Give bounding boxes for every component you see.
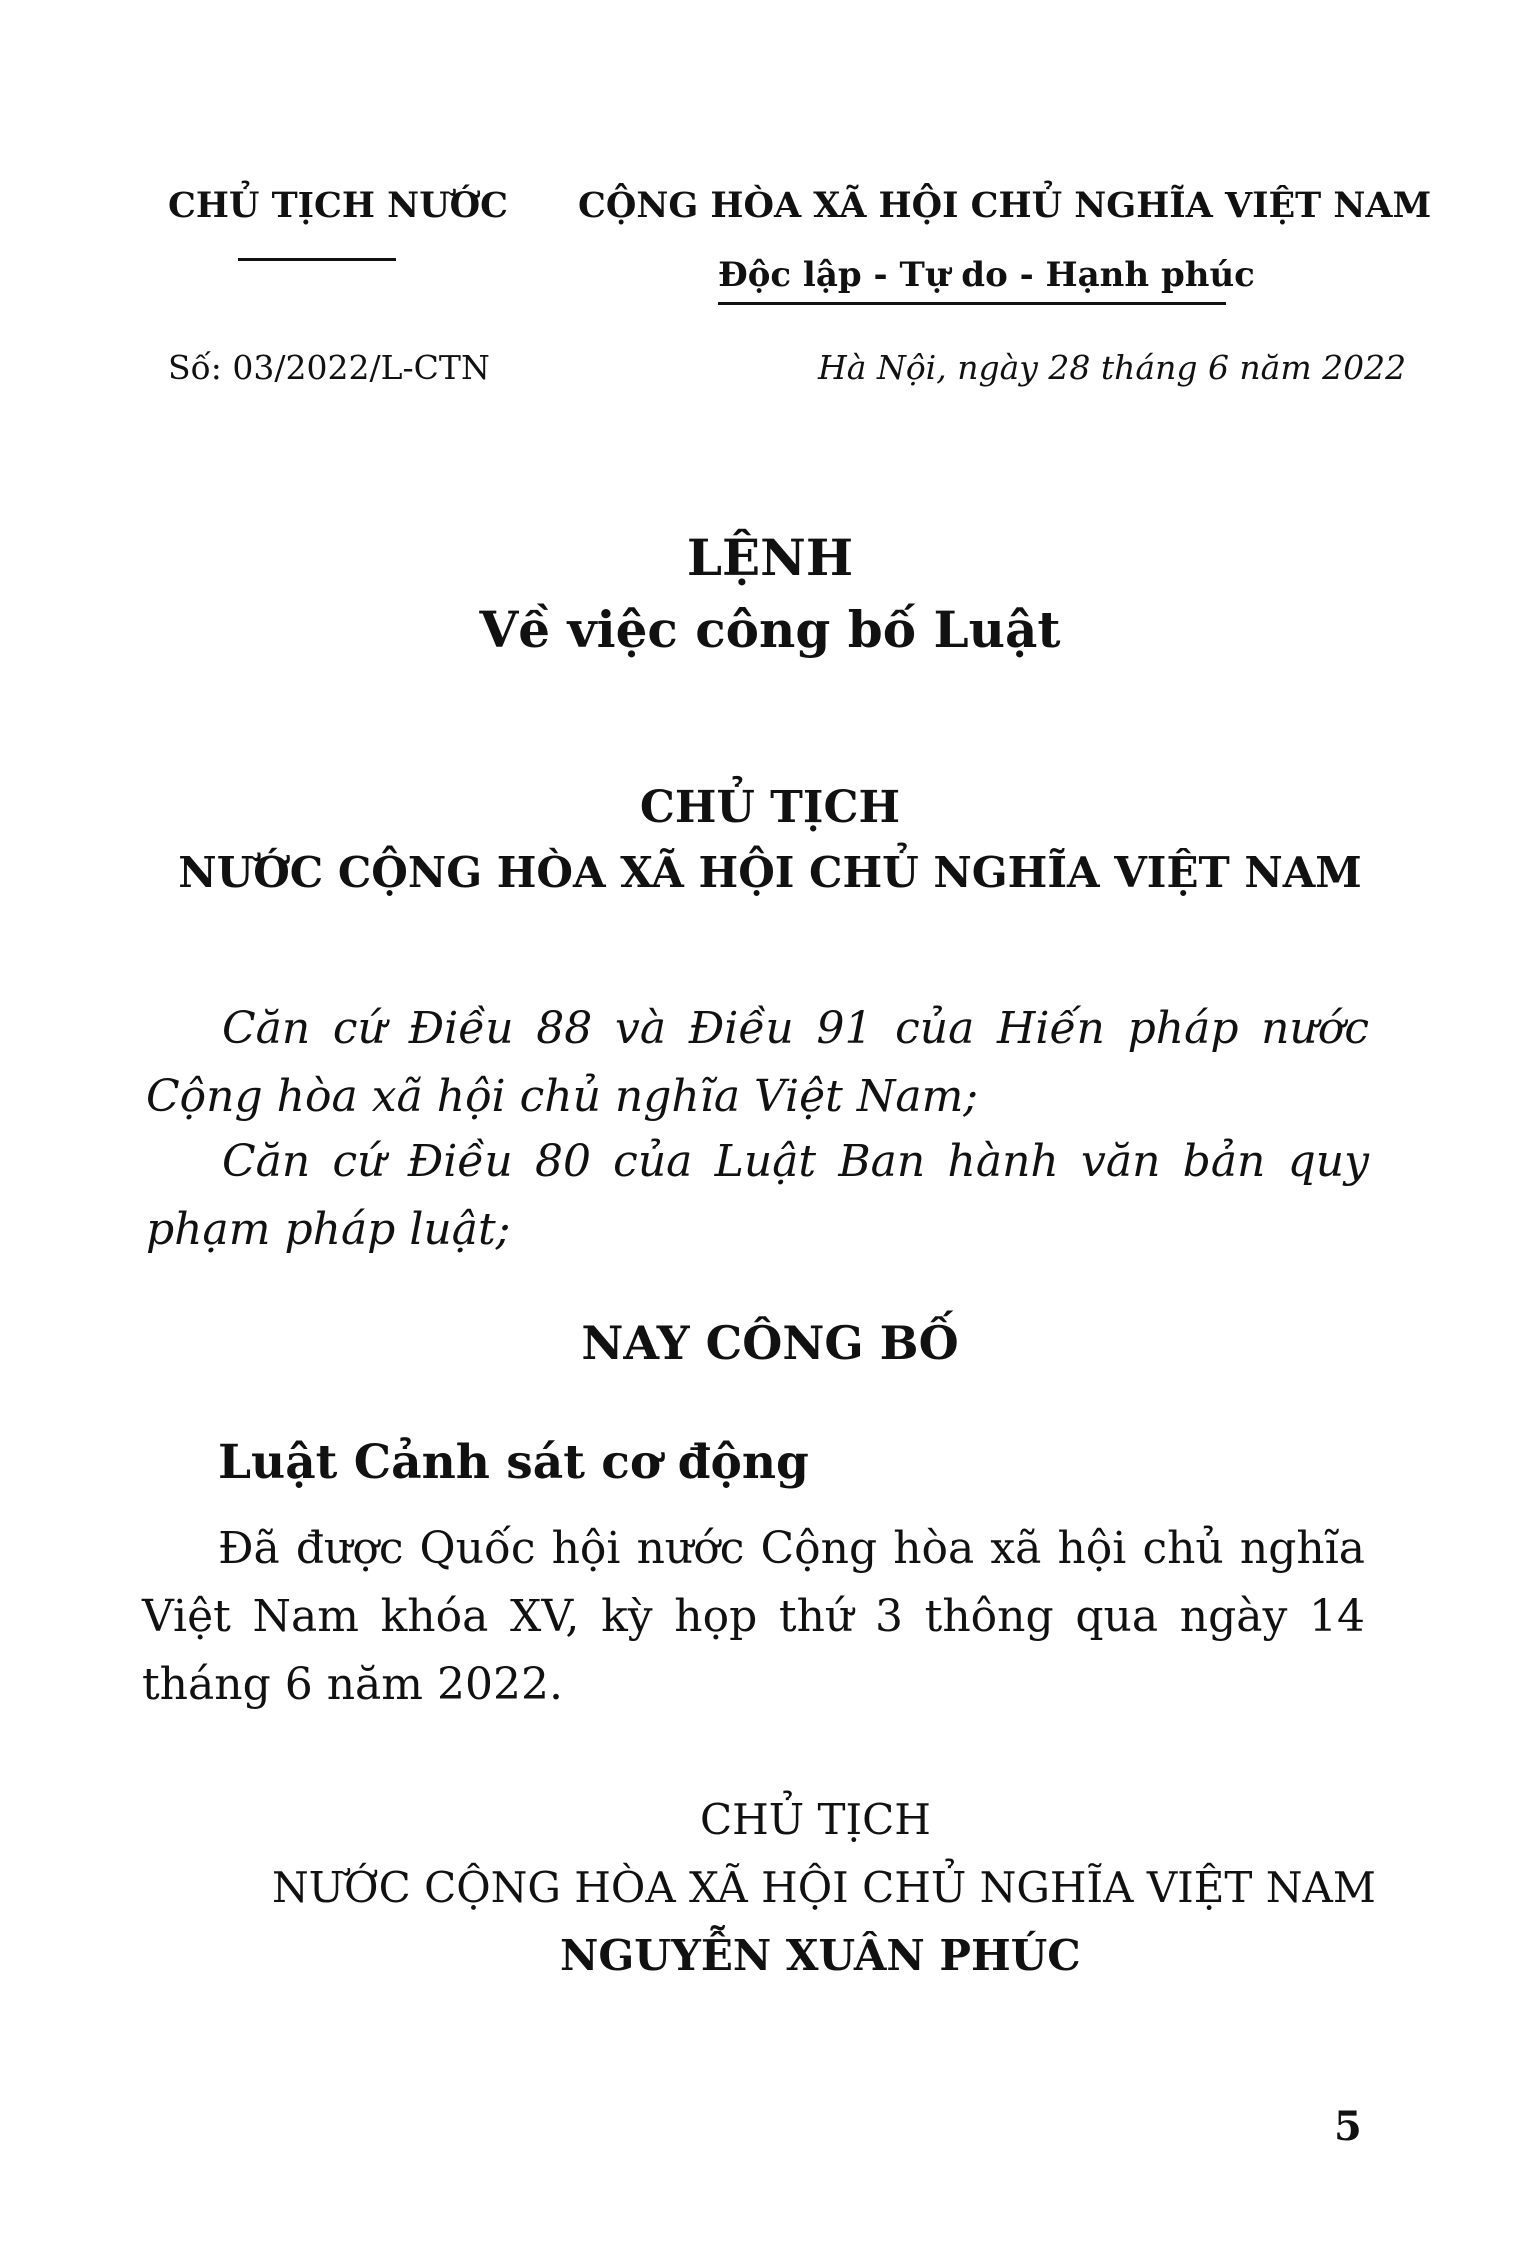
basis1-line2: Cộng hòa xã hội chủ nghĩa Việt Nam; [146,1071,979,1122]
motto-underline [718,302,1226,305]
law-passed-line2: Việt Nam khóa XV, kỳ họp thứ 3 thông qua ngày 14 [142,1591,1365,1642]
place-date: Hà Nội, ngày 28 tháng 6 năm 2022 [818,348,1407,387]
motto: Độc lập - Tự do - Hạnh phúc [718,255,1255,295]
nation-label: CỘNG HÒA XÃ HỘI CHỦ NGHĨA VIỆT NAM [578,185,1432,226]
issuer-underline [238,258,396,261]
announcement-heading: NAY CÔNG BỐ [581,1316,959,1370]
law-name: Luật Cảnh sát cơ động [218,1435,809,1490]
authority-line1: CHỦ TỊCH [639,782,901,833]
document-subject: Về việc công bố Luật [479,600,1061,659]
authority-line2: NƯỚC CỘNG HÒA XÃ HỘI CHỦ NGHĨA VIỆT NAM [178,848,1362,897]
signer-name: NGUYỄN XUÂN PHÚC [560,1931,1081,1980]
basis2-line1: Căn cứ Điều 80 của Luật Ban hành văn bản quy [222,1136,1369,1187]
law-passed-line1: Đã được Quốc hội nước Cộng hòa xã hội chủ nghĩa [218,1523,1365,1574]
signature-title: CHỦ TỊCH [700,1795,931,1844]
basis2-line2: phạm pháp luật; [146,1204,511,1255]
law-passed-line3: tháng 6 năm 2022. [142,1659,563,1710]
issuer-label: CHỦ TỊCH NƯỚC [168,185,509,226]
signature-authority: NƯỚC CỘNG HÒA XÃ HỘI CHỦ NGHĨA VIỆT NAM [272,1863,1376,1912]
document-number: Số: 03/2022/L-CTN [168,348,490,387]
basis1-line1: Căn cứ Điều 88 và Điều 91 của Hiến pháp nước [222,1003,1369,1054]
page-number: 5 [1334,2103,1362,2150]
document-type-title: LỆNH [686,528,854,587]
